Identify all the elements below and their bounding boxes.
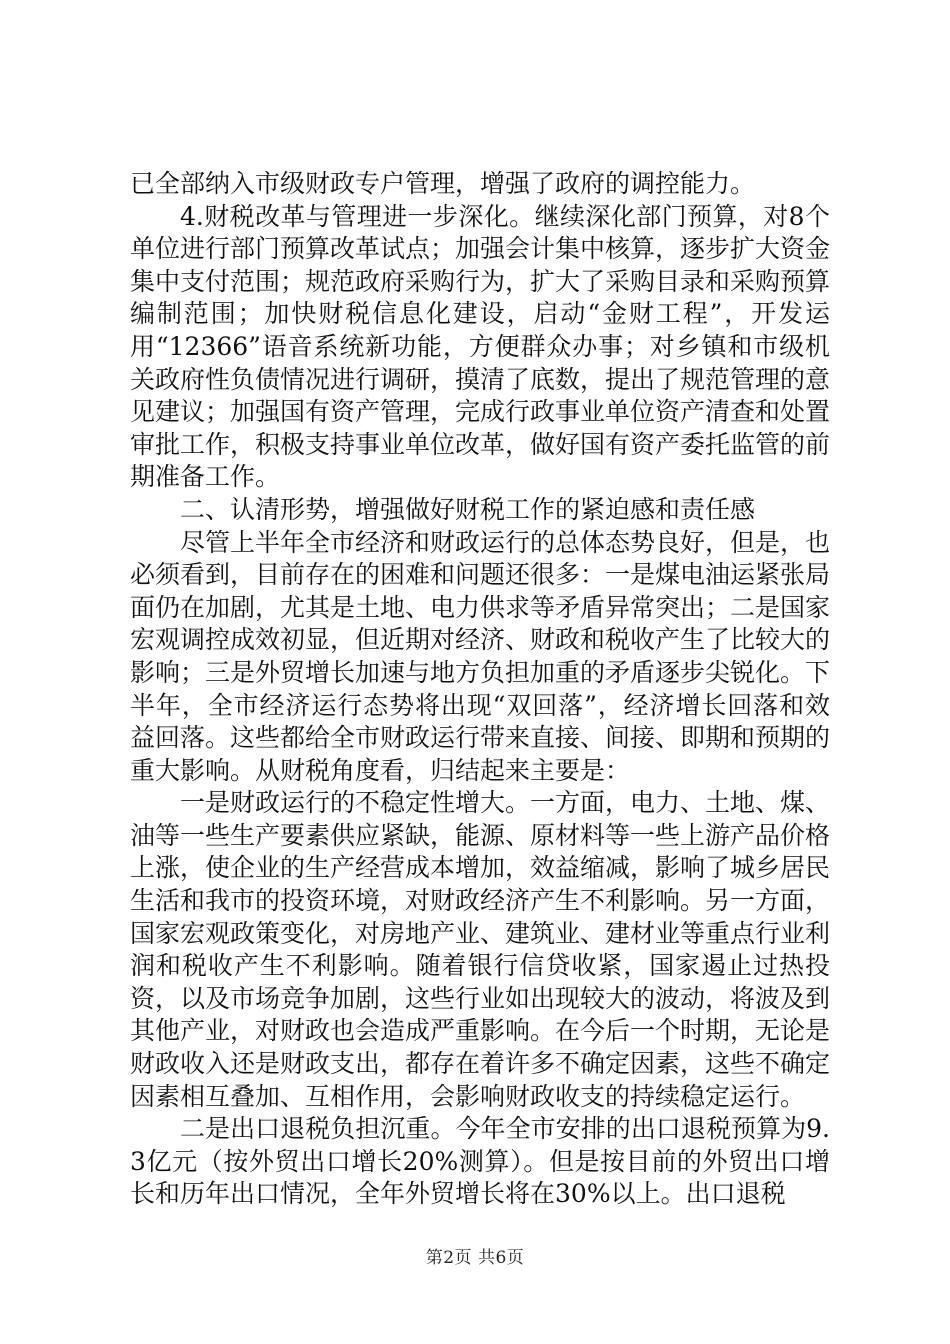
paragraph-situation: 尽管上半年全市经济和财政运行的总体态势良好，但是，也必须看到，目前存在的困难和问题还很多：一是煤电油运紧张局面仍在加剧，尤其是土地、电力供求等矛盾异常突出；二是国家宏观调控成效初显，但近期对经济、财政和税收产生了比较大的影响；三是外贸增长加速与地方负担加重的矛盾逐步尖锐化。下半年，全市经济运行态势将出现“双回落”，经济增长回落和效益回落。这些都给全市财政运行带来直接、间接、即期和预期的重大影响。从财税角度看，归结起来主要是： xyxy=(130,527,831,785)
page-number-footer: 第2页 共6页 xyxy=(425,1248,525,1268)
document-body xyxy=(130,168,830,1211)
paragraph-fiscal-reform: 4.财税改革与管理进一步深化。继续深化部门预算，对8个单位进行部门预算改革试点；加强会计集中核算，逐步扩大资金集中支付范围；规范政府采购行为，扩大了采购目录和采购预算编制范围；加快财税信息化建设，启动“金财工程”，开发运用“12366”语音系统新功能，方便群众办事；对乡镇和市级机关政府性负债情况进行调研，摸清了底数，提出了规范管理的意见建议；加强国有资产管理，完成行政事业单位资产清查和处置审批工作，积极支持事业单位改革，做好国有资产委托监管的前期准备工作。 xyxy=(130,201,831,492)
paragraph-export-tax: 二是出口退税负担沉重。今年全市安排的出口退税预算为9.3亿元（按外贸出口增长20%测算）。但是按目前的外贸出口增长和历年出口情况，全年外贸增长将在30%以上。出口退税 xyxy=(130,1114,830,1209)
section-heading: 二、认清形势，增强做好财税工作的紧迫感和责任感 xyxy=(180,494,756,524)
paragraph-instability: 一是财政运行的不稳定性增大。一方面，电力、土地、煤、油等一些生产要素供应紧缺，能源、原材料等一些上游产品价格上涨，使企业的生产经营成本增加，效益缩减，影响了城乡居民生活和我市的投资环境，对财政经济产生不利影响。另一方面，国家宏观政策变化，对房地产业、建筑业、建材业等重点行业利润和税收产生不利影响。随着银行信贷收紧，国家遏止过热投资，以及市场竞争加剧，这些行业如出现较大的波动，将波及到其他产业，对财政也会造成严重影响。在今后一个时期，无论是财政收入还是财政支出，都存在着许多不确定因素，这些不确定因素相互叠加、互相作用，会影响财政收支的持续稳定运行。 xyxy=(130,788,831,1111)
paragraph-continuation: 已全部纳入市级财政专户管理，增强了政府的调控能力。 xyxy=(130,169,756,198)
